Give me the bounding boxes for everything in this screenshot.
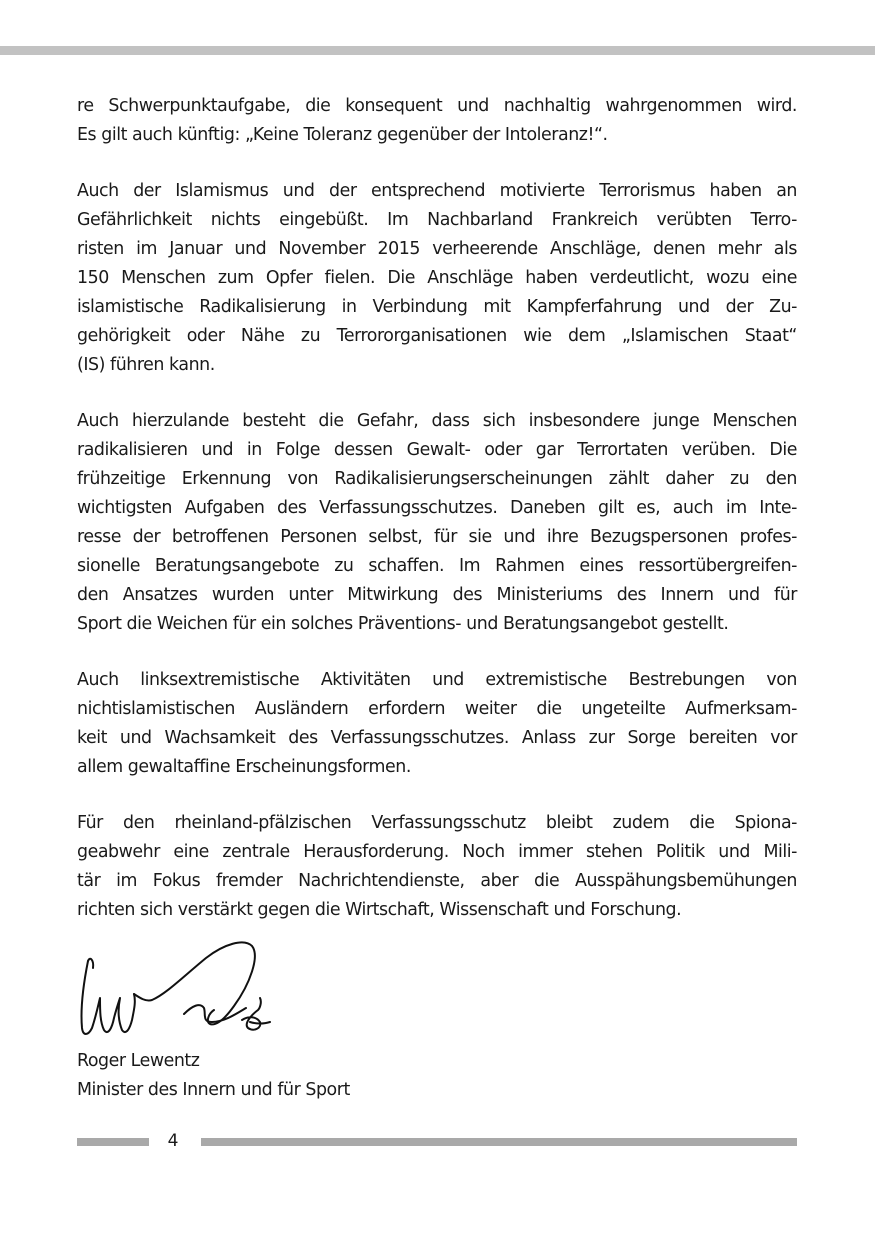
text-line: Auch der Islamismus und der entsprechend motivierte Terrorismus haben an: [77, 181, 797, 201]
text-line: Sport die Weichen für ein solches Präventions- und Beratungsangebot gestellt.: [77, 614, 729, 634]
text-line: gehörigkeit oder Nähe zu Terrororganisationen wie dem „Islamischen Staat“: [77, 326, 797, 346]
text-line: tär im Fokus fremder Nachrichtendienste, aber die Ausspähungsbemühungen: [77, 871, 797, 891]
text-line: re Schwerpunktaufgabe, die konsequent und nachhaltig wahrgenommen wird.: [77, 96, 797, 116]
text-line: radikalisieren und in Folge dessen Gewalt- oder gar Terrortaten verüben. Die: [77, 440, 797, 460]
text-line: Gefährlichkeit nichts eingebüßt. Im Nachbarland Frankreich verübten Terro-: [77, 210, 797, 230]
footer-rule-right: [201, 1138, 797, 1146]
signer-title: Minister des Innern und für Sport: [77, 1080, 350, 1100]
text-line: geabwehr eine zentrale Herausforderung. Noch immer stehen Politik und Mili-: [77, 842, 797, 862]
text-line: risten im Januar und November 2015 verheerende Anschläge, denen mehr als: [77, 239, 797, 259]
text-line: (IS) führen kann.: [77, 355, 215, 375]
text-line: frühzeitige Erkennung von Radikalisierungserscheinungen zählt daher zu den: [77, 469, 797, 489]
text-line: wichtigsten Aufgaben des Verfassungsschutzes. Daneben gilt es, auch im Inte-: [77, 498, 797, 518]
text-line: Es gilt auch künftig: „Keine Toleranz gegenüber der Intoleranz!“.: [77, 125, 608, 145]
text-line: 150 Menschen zum Opfer fielen. Die Anschläge haben verdeutlicht, wozu eine: [77, 268, 797, 288]
paragraph-3: [77, 407, 797, 639]
text-line: Auch hierzulande besteht die Gefahr, dass sich insbesondere junge Menschen: [77, 411, 797, 431]
paragraph-1: [77, 92, 797, 150]
paragraph-4: [77, 666, 797, 782]
footer-rule-left: [77, 1138, 149, 1146]
text-line: islamistische Radikalisierung in Verbindung mit Kampferfahrung und der Zu-: [77, 297, 797, 317]
paragraph-2: [77, 177, 797, 380]
text-line: nichtislamistischen Ausländern erfordern weiter die ungeteilte Aufmerksam-: [77, 699, 797, 719]
top-rule: [0, 46, 875, 55]
signer-block: [77, 1047, 350, 1105]
text-line: sionelle Beratungsangebote zu schaffen. Im Rahmen eines ressortübergreifen-: [77, 556, 797, 576]
text-line: den Ansatzes wurden unter Mitwirkung des Ministeriums des Innern und für: [77, 585, 797, 605]
body-text: [77, 92, 797, 952]
text-line: Für den rheinland-pfälzischen Verfassungsschutz bleibt zudem die Spiona-: [77, 813, 797, 833]
text-line: keit und Wachsamkeit des Verfassungsschutzes. Anlass zur Sorge bereiten vor: [77, 728, 797, 748]
signature-image: [74, 936, 274, 1044]
page-number: 4: [167, 1131, 179, 1151]
text-line: allem gewaltaffine Erscheinungsformen.: [77, 757, 411, 777]
text-line: resse der betroffenen Personen selbst, für sie und ihre Bezugspersonen profes-: [77, 527, 797, 547]
signer-name: Roger Lewentz: [77, 1051, 200, 1071]
text-line: richten sich verstärkt gegen die Wirtschaft, Wissenschaft und Forschung.: [77, 900, 682, 920]
paragraph-5: [77, 809, 797, 925]
text-line: Auch linksextremistische Aktivitäten und extremistische Bestrebungen von: [77, 670, 797, 690]
